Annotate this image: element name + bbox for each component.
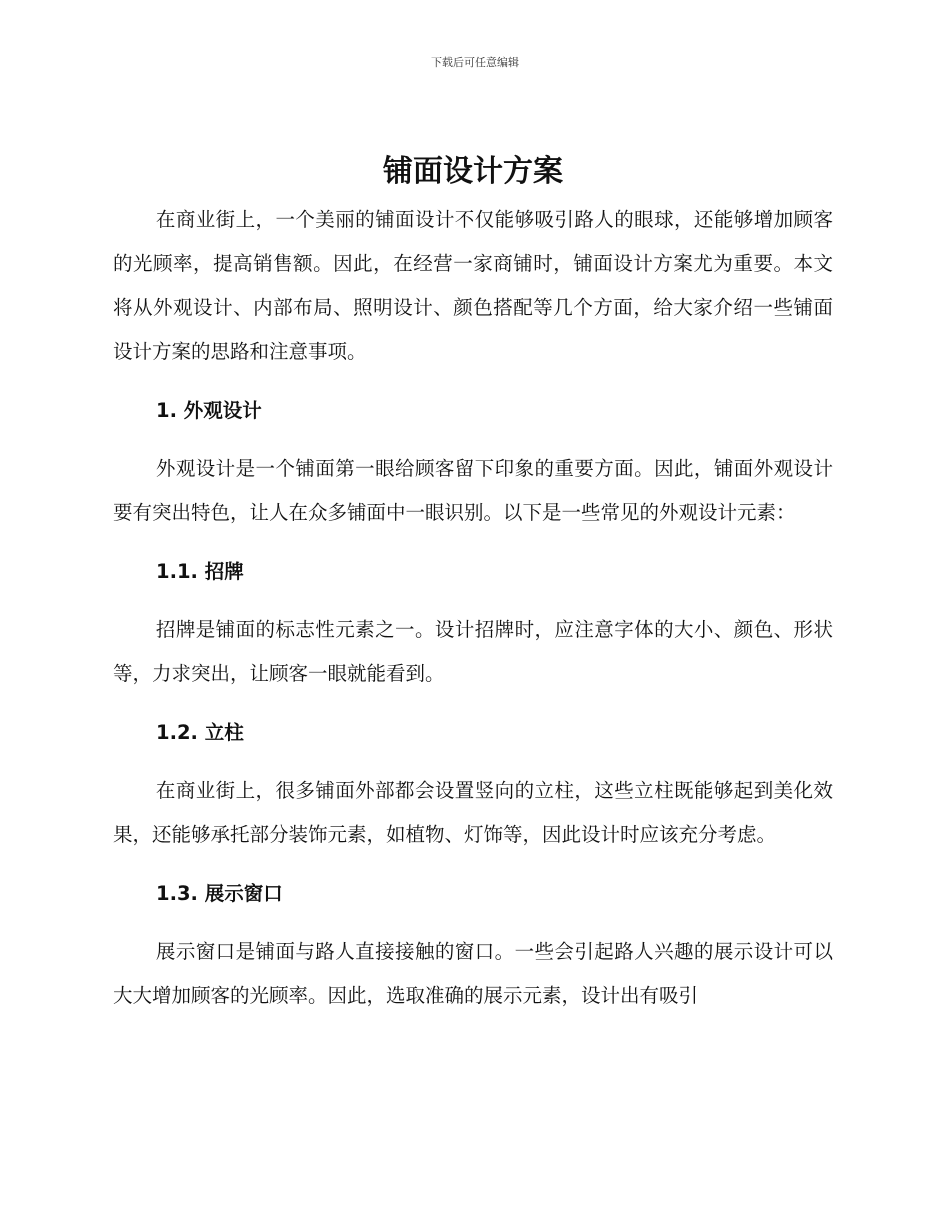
section-heading-exterior-design: 1. 外观设计	[156, 399, 262, 422]
intro-paragraph: 在商业街上，一个美丽的铺面设计不仅能够吸引路人的眼球，还能够增加顾客的光顾率，提高销售额。因此，在经营一家商铺时，铺面设计方案尤为重要。本文将从外观设计、内部布局、照明设计、颜色搭配等几个方面，给大家介绍一些铺面设计方案的思路和注意事项。	[113, 208, 833, 363]
header-note: 下载后可任意编辑	[431, 56, 519, 69]
section-paragraph-exterior-design: 外观设计是一个铺面第一眼给顾客留下印象的重要方面。因此，铺面外观设计要有突出特色，让人在众多铺面中一眼识别。以下是一些常见的外观设计元素：	[113, 457, 833, 524]
section-paragraph-signboard: 招牌是铺面的标志性元素之一。设计招牌时，应注意字体的大小、颜色、形状等，力求突出，让顾客一眼就能看到。	[113, 618, 833, 685]
document-body	[113, 148, 833, 1018]
section-paragraph-pillars: 在商业街上，很多铺面外部都会设置竖向的立柱，这些立柱既能够起到美化效果，还能够承托部分装饰元素，如植物、灯饰等，因此设计时应该充分考虑。	[113, 779, 833, 846]
section-heading-signboard: 1.1. 招牌	[156, 560, 244, 583]
document-title: 铺面设计方案	[383, 154, 563, 189]
section-paragraph-display-window: 展示窗口是铺面与路人直接接触的窗口。一些会引起路人兴趣的展示设计可以大大增加顾客的光顾率。因此，选取准确的展示元素，设计出有吸引	[113, 940, 833, 1007]
section-heading-display-window: 1.3. 展示窗口	[156, 882, 283, 905]
section-heading-pillars: 1.2. 立柱	[156, 721, 244, 744]
